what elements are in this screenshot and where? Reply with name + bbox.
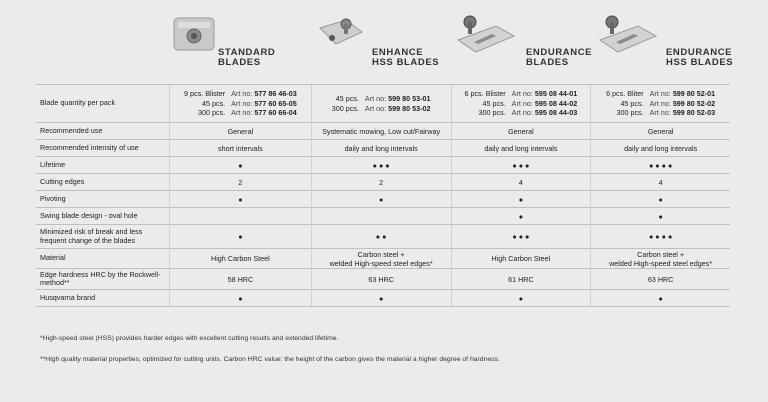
blade-icon [316,14,368,54]
pack-quantity: 6 pcs. Blister [464,89,506,99]
article-prefix: Art no: [364,103,387,113]
table-cell: ● [591,208,730,225]
product-enhance-hss [312,6,458,82]
article-value: 599 80 52-02 [672,98,716,108]
article-prefix: Art no: [649,89,671,99]
table-row [36,249,730,269]
table-cell: ● [311,290,451,307]
table-cell: ● [170,225,312,249]
pack-quantity-cell [451,85,591,123]
row-label: Swing blade design - oval hole [36,208,170,225]
product-name-line1: STANDARD [218,47,276,58]
row-label: Cutting edges [36,174,170,191]
pack-quantity: 45 pcs. [201,98,226,108]
article-number [650,108,716,118]
footnote-hrc: **High quality material properties, optimized for cutting units. Carbon HRC value: the height of the carbon gives the material a higher degree of hardness. [40,356,500,363]
table-cell: ● [591,191,730,208]
table-row [36,225,730,249]
pack-quantity: 300 pcs. [478,108,506,118]
product-name-line2: BLADES [218,57,261,68]
table-cell: 63 HRC [591,269,730,290]
article-number [365,94,431,104]
table-cell: Systematic mowing, Low cut/Fairway [311,123,451,140]
table-row [36,208,730,225]
table-row [36,140,730,157]
table-cell: ● ● ● [451,225,591,249]
table-row [36,157,730,174]
table-cell: 4 [451,174,591,191]
table-cell: ● [170,290,312,307]
article-prefix: Art no: [649,108,671,118]
product-endurance-hss [594,6,740,82]
blade-icon [456,14,516,58]
pack-quantity-cell [170,85,312,123]
table-cell: ● ● ● ● [591,225,730,249]
article-number [650,89,716,99]
pack-quantity-cell [311,85,451,123]
table-cell: ● ● ● [311,157,451,174]
row-label: Edge hardness HRC by the Rockwell-method** [36,269,170,290]
article-prefix: Art no: [511,108,533,118]
row-label: Pivoting [36,191,170,208]
article-value: 577 60 66-04 [254,108,297,118]
product-name-line1: ENDURANCE [666,47,733,58]
table-cell: ● [451,191,591,208]
table-cell: 4 [591,174,730,191]
product-endurance [452,6,598,82]
article-number [512,99,578,109]
table-cell: General [170,123,312,140]
row-label: Blade quantity per pack [36,85,170,123]
article-prefix: Art no: [511,89,533,99]
row-label: Material [36,249,170,269]
table-cell: General [591,123,730,140]
table-cell [311,208,451,225]
article-value: 595 08 44-01 [534,89,578,99]
product-name-line1: ENDURANCE [526,47,593,58]
article-value: 595 08 44-03 [534,108,578,118]
blade-icon [170,14,222,54]
pack-quantity: 6 pcs. Bliter [606,89,644,99]
article-prefix: Art no: [364,93,387,103]
table-row [36,123,730,140]
article-value: 577 86 46-03 [254,89,297,99]
table-cell: daily and long intervals [311,140,451,157]
row-label: Recommended intensity of use [36,140,170,157]
pack-quantity-cell [591,85,730,123]
table-cell [170,208,312,225]
article-number [512,108,578,118]
table-cell: 58 HRC [170,269,312,290]
article-number [365,104,431,114]
table-cell: ● ● [311,225,451,249]
table-cell: ● [170,157,312,174]
pack-quantity: 300 pcs. [198,108,226,118]
article-value: 599 80 52-03 [672,108,716,118]
comparison-table [36,84,730,307]
article-number [512,89,578,99]
table-cell: 63 HRC [311,269,451,290]
article-number [231,108,297,118]
table-cell: ● ● ● [451,157,591,174]
article-number [231,89,297,99]
product-name-line2: HSS BLADES [372,57,440,68]
pack-quantity: 45 pcs. [335,93,359,103]
table-cell: ● [451,290,591,307]
table-cell: General [451,123,591,140]
pack-quantity: 45 pcs. [620,98,644,108]
table-cell: 61 HRC [451,269,591,290]
table-cell: short intervals [170,140,312,157]
product-standard [166,6,312,82]
table-cell: daily and long intervals [451,140,591,157]
row-label: Lifetime [36,157,170,174]
table-cell: daily and long intervals [591,140,730,157]
pack-quantity: 300 pcs. [331,103,359,113]
table-cell: Carbon steel + welded High-speed steel edges* [311,249,451,269]
row-label: Husqvarna brand [36,290,170,307]
table-cell: High Carbon Steel [451,249,591,269]
table-cell: ● [311,191,451,208]
table-cell: Carbon steel + welded High-speed steel edges* [591,249,730,269]
product-name-line2: HSS BLADES [666,57,734,68]
table-cell: ● [591,290,730,307]
article-number [231,99,297,109]
pack-quantity: 45 pcs. [482,98,506,108]
article-number [650,99,716,109]
table-row [36,191,730,208]
row-label: Minimized risk of break and less frequent change of the blades [36,225,170,249]
blade-icon [598,14,658,58]
table-cell: ● [451,208,591,225]
article-value: 599 80 52-01 [672,89,716,99]
pack-quantity: 300 pcs. [616,108,644,118]
table-row [36,269,730,290]
article-value: 577 60 65-05 [254,98,297,108]
table-cell: ● ● ● ● [591,157,730,174]
pack-quantity: 9 pcs. Blister [184,89,226,99]
article-prefix: Art no: [231,89,253,99]
footnotes [40,335,500,377]
article-value: 599 80 53-02 [388,103,431,113]
table-cell: 2 [170,174,312,191]
article-value: 599 80 53-01 [388,93,431,103]
table-cell: ● [170,191,312,208]
product-header [0,0,768,84]
article-prefix: Art no: [649,98,671,108]
article-value: 595 08 44-02 [534,98,578,108]
table-row [36,290,730,307]
product-name-line1: ENHANCE [372,47,424,58]
article-prefix: Art no: [511,98,533,108]
table-cell: High Carbon Steel [170,249,312,269]
table-row [36,85,730,123]
product-name-line2: BLADES [526,57,569,68]
article-prefix: Art no: [231,108,253,118]
row-label: Recommended use [36,123,170,140]
footnote-hss: *High-speed steel (HSS) provides harder edges with excellent cutting results and extended lifetime. [40,335,339,342]
table-row [36,174,730,191]
table-cell: 2 [311,174,451,191]
article-prefix: Art no: [231,98,253,108]
